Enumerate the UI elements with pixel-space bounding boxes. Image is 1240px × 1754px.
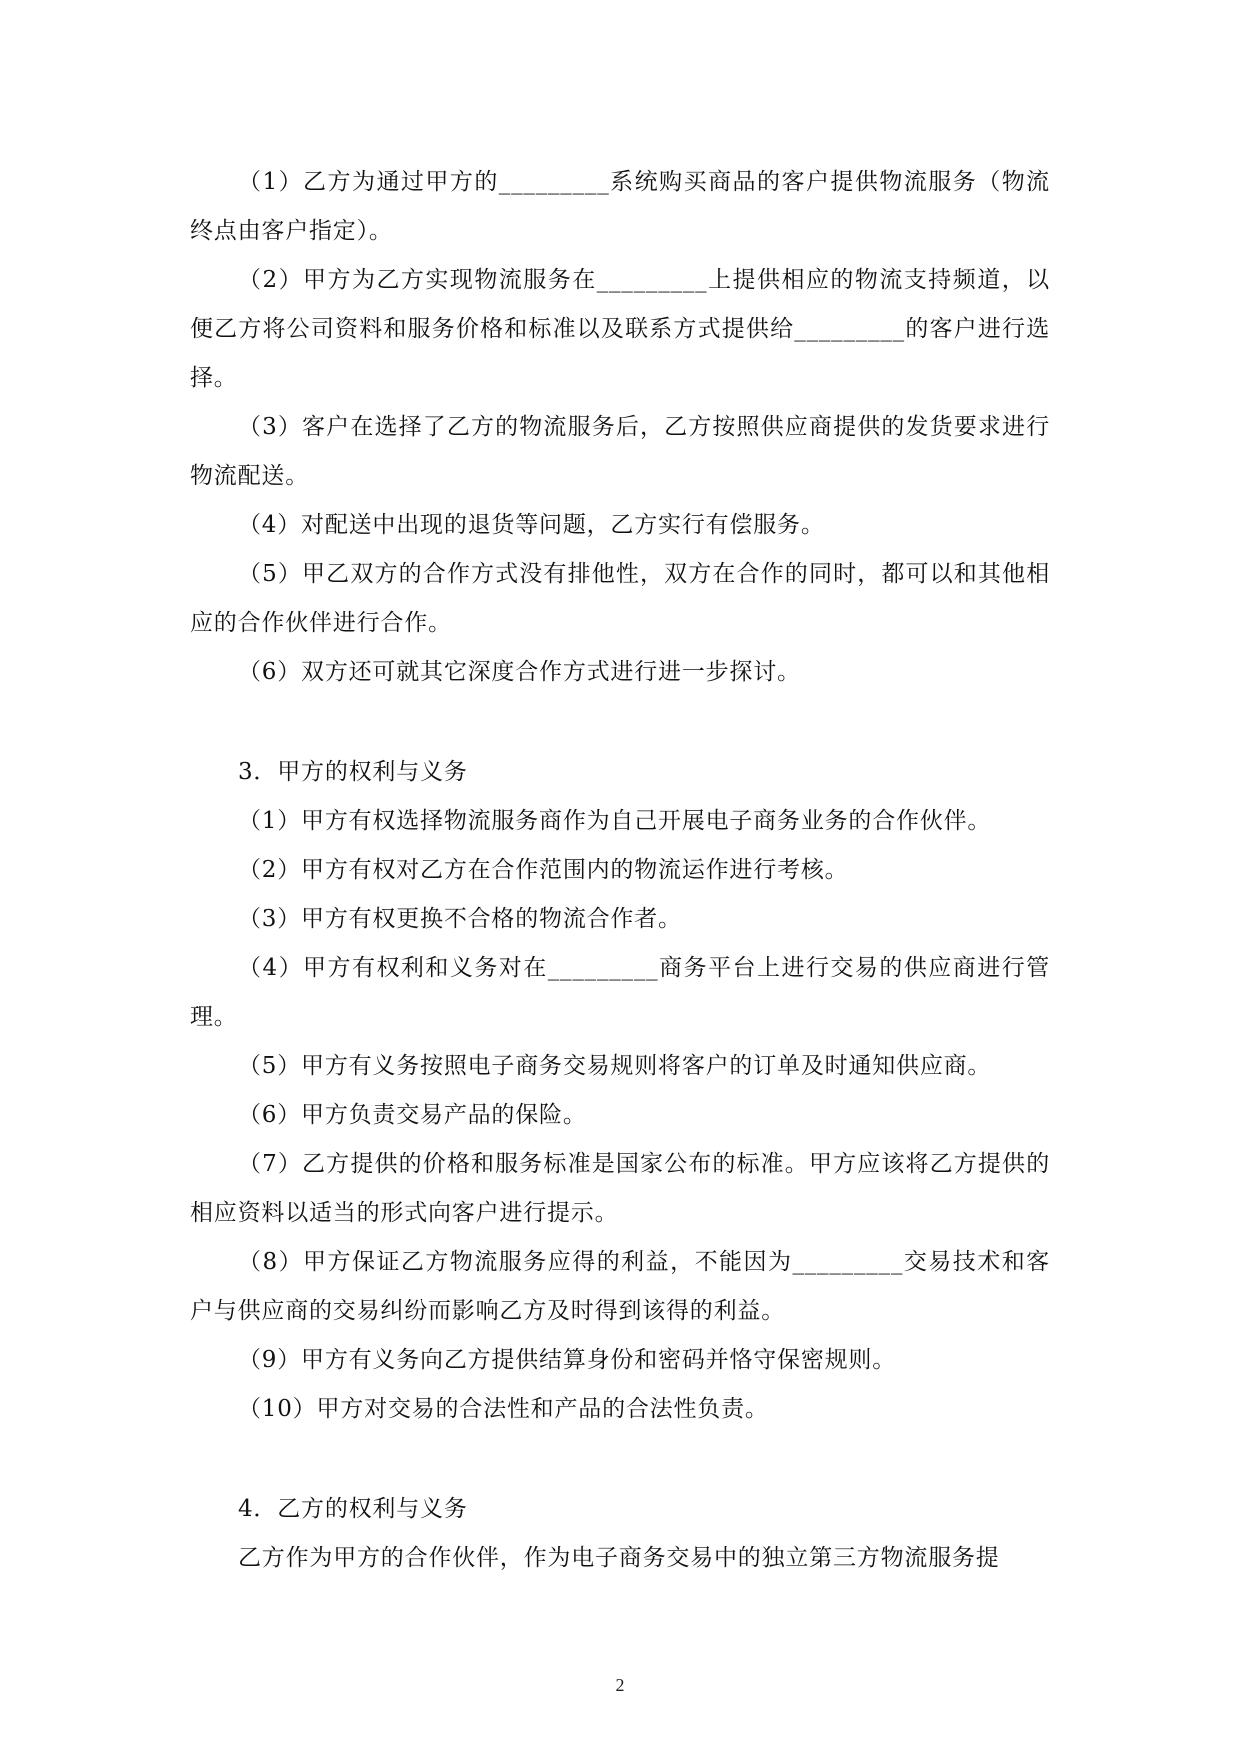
section3-item-6: （6）甲方负责交易产品的保险。 xyxy=(238,1102,587,1128)
section4-intro: 乙方作为甲方的合作伙伴，作为电子商务交易中的独立第三方物流服务提 xyxy=(238,1545,1000,1571)
section2-item-6: （6）双方还可就其它深度合作方式进行进一步探讨。 xyxy=(238,659,801,685)
section-spacer xyxy=(190,697,1050,748)
section4-heading: 4．乙方的权利与义务 xyxy=(238,1496,468,1522)
section3-item-4: （4）甲方有权利和义务对在_________商务平台上进行交易的供应商进行管理。 xyxy=(190,955,1050,1030)
section3-heading: 3．甲方的权利与义务 xyxy=(238,759,468,785)
section3-item-9: （9）甲方有义务向乙方提供结算身份和密码并恪守保密规则。 xyxy=(238,1347,897,1373)
page-number: 2 xyxy=(615,1675,625,1695)
section3-item-10: （10）甲方对交易的合法性和产品的合法性负责。 xyxy=(238,1396,769,1422)
section3-item-7: （7）乙方提供的价格和服务标准是国家公布的标准。甲方应该将乙方提供的相应资料以适当的形式向客户进行提示。 xyxy=(190,1151,1050,1226)
section3-item-2: （2）甲方有权对乙方在合作范围内的物流运作进行考核。 xyxy=(238,857,849,883)
document-body xyxy=(190,158,1050,1583)
section3-item-8: （8）甲方保证乙方物流服务应得的利益，不能因为_________交易技术和客户与供应商的交易纠纷而影响乙方及时得到该得的利益。 xyxy=(190,1249,1050,1324)
section3-item-1: （1）甲方有权选择物流服务商作为自己开展电子商务业务的合作伙伴。 xyxy=(238,808,992,834)
section-spacer xyxy=(190,1434,1050,1485)
section2-item-3: （3）客户在选择了乙方的物流服务后，乙方按照供应商提供的发货要求进行物流配送。 xyxy=(190,414,1050,489)
section3-item-5: （5）甲方有义务按照电子商务交易规则将客户的订单及时通知供应商。 xyxy=(238,1053,992,1079)
section3-item-3: （3）甲方有权更换不合格的物流合作者。 xyxy=(238,906,682,932)
section2-item-2: （2）甲方为乙方实现物流服务在_________上提供相应的物流支持频道，以便乙方将公司资料和服务价格和标准以及联系方式提供给_________的客户进行选择。 xyxy=(190,267,1050,391)
section2-item-1: （1）乙方为通过甲方的_________系统购买商品的客户提供物流服务（物流终点由客户指定）。 xyxy=(190,169,1050,244)
section2-item-5: （5）甲乙双方的合作方式没有排他性，双方在合作的同时，都可以和其他相应的合作伙伴进行合作。 xyxy=(190,561,1050,636)
section2-item-4: （4）对配送中出现的退货等问题，乙方实行有偿服务。 xyxy=(238,512,825,538)
